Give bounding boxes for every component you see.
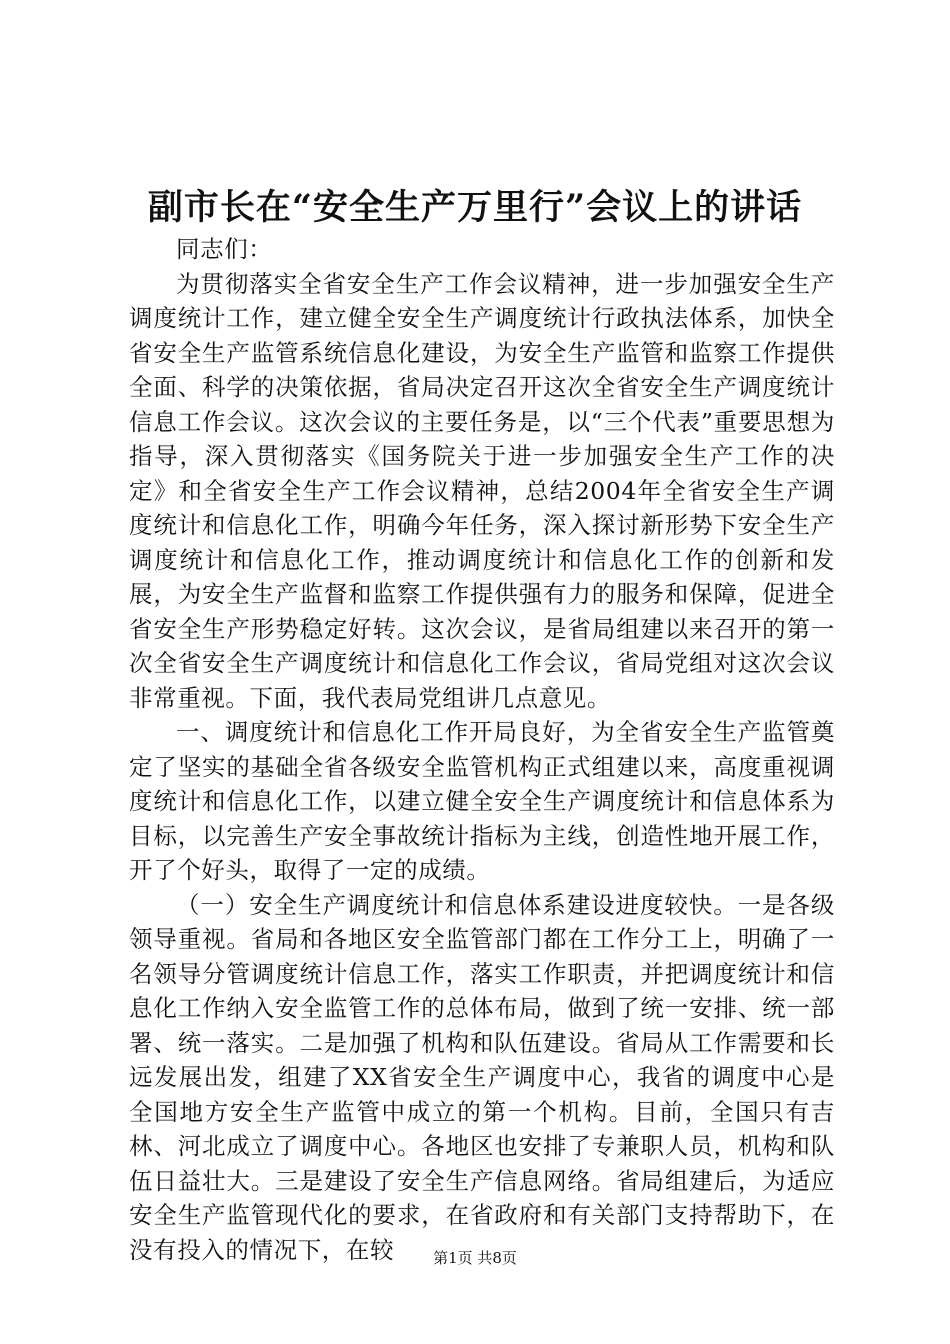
document-title: 副市长在“安全生产万里行”会议上的讲话 xyxy=(147,187,803,228)
document-body xyxy=(129,232,835,1267)
paragraph: （一）安全生产调度统计和信息体系建设进度较快。一是各级领导重视。省局和各地区安全监管部门都在工作分工上，明确了一名领导分管调度统计信息工作，落实工作职责，并把调度统计和信息化工作纳入安全监管工作的总体布局，做到了统一安排、统一部署、统一落实。二是加强了机构和队伍建设。省局从工作需要和长远发展出发，组建了XX省安全生产调度中心，我省的调度中心是全国地方安全生产监管中成立的第一个机构。目前，全国只有吉林、河北成立了调度中心。各地区也安排了专兼职人员，机构和队伍日益壮大。三是建设了安全生产信息网络。省局组建后，为适应安全生产监管现代化的要求，在省政府和有关部门支持帮助下，在没有投入的情况下，在较 xyxy=(129,890,835,1264)
greeting: 同志们： xyxy=(176,235,273,263)
paragraph: 一、调度统计和信息化工作开局良好，为全省安全生产监管奠定了坚实的基础全省各级安全监管机构正式组建以来，高度重视调度统计和信息化工作，以建立健全安全生产调度统计和信息体系为目标，以完善生产安全事故统计指标为主线，创造性地开展工作，开了个好头，取得了一定的成绩。 xyxy=(129,718,835,884)
paragraph: 为贯彻落实全省安全生产工作会议精神，进一步加强安全生产调度统计工作，建立健全安全生产调度统计行政执法体系，加快全省安全生产监管系统信息化建设，为安全生产监管和监察工作提供全面、科学的决策依据，省局决定召开这次全省安全生产调度统计信息工作会议。这次会议的主要任务是，以“三个代表”重要思想为指导，深入贯彻落实《国务院关于进一步加强安全生产工作的决定》和全省安全生产工作会议精神，总结2004年全省安全生产调度统计和信息化工作，明确今年任务，深入探讨新形势下安全生产调度统计和信息化工作，推动调度统计和信息化工作的创新和发展，为安全生产监督和监察工作提供强有力的服务和保障，促进全省安全生产形势稳定好转。这次会议，是省局组建以来召开的第一次全省安全生产调度统计和信息化工作会议，省局党组对这次会议非常重视。下面，我代表局党组讲几点意见。 xyxy=(129,269,835,712)
page-number-footer: 第1页 共8页 xyxy=(433,1249,517,1267)
